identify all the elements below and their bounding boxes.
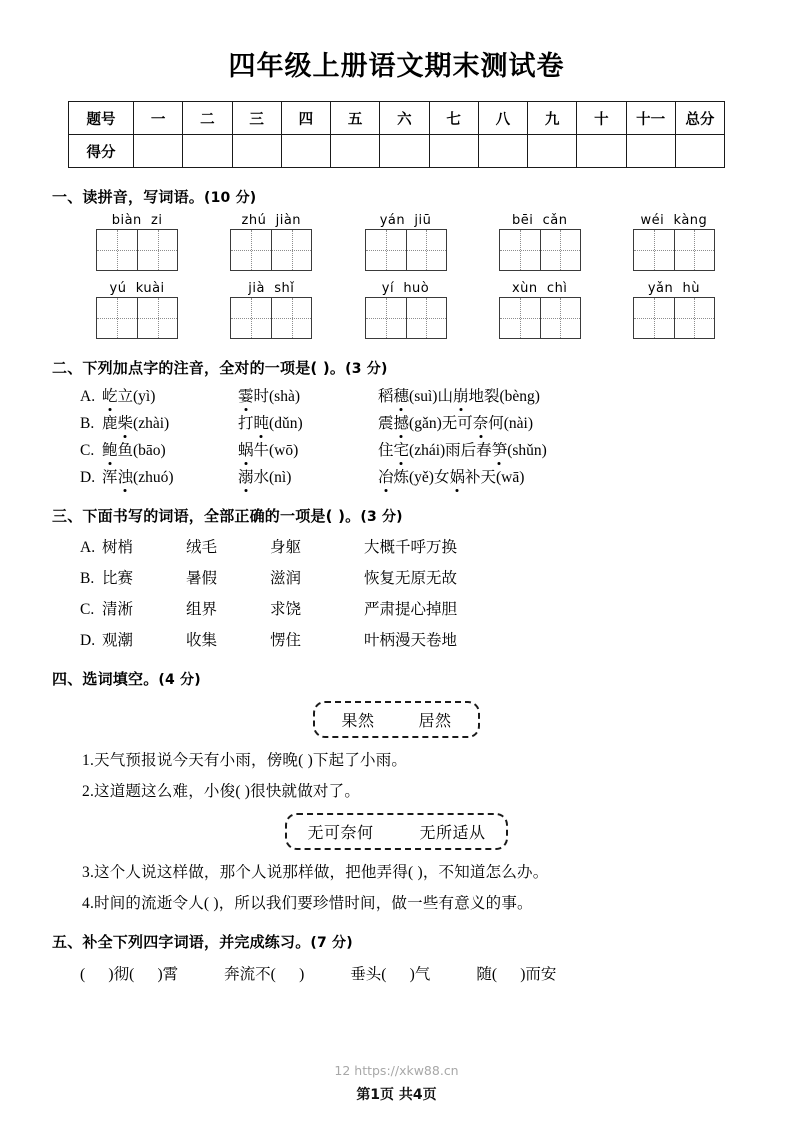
option-text-post: 牛(wō)	[253, 442, 299, 459]
word-option-row-b[interactable]	[52, 566, 741, 588]
option-text-post: (zhái)	[409, 442, 446, 459]
tianzige-cell[interactable]	[406, 230, 446, 270]
option-label-d: D.	[80, 469, 96, 486]
fill-sentence-2[interactable]: 2.这道题这么难，小俊( )很快就做对了。	[82, 783, 361, 800]
option-text-pre: 打	[238, 415, 254, 432]
page-title: 四年级上册语文期末测试卷	[228, 51, 565, 82]
tianzige-grid[interactable]	[633, 297, 715, 339]
emphasis-dot-char: 溺	[238, 465, 254, 487]
pinyin-label-7: jià shǐ	[248, 281, 295, 296]
tianzige-grid[interactable]	[499, 229, 581, 271]
pinyin-row-1	[52, 213, 741, 228]
option-label-c: C.	[80, 442, 95, 459]
word-bank-1	[313, 701, 479, 738]
tianzige-cell[interactable]	[271, 298, 311, 338]
score-col-1: 一	[134, 102, 183, 135]
option-b-item-2	[238, 411, 378, 433]
word-option-label-a: A.	[80, 539, 96, 556]
option-text-pre: 稻	[378, 388, 394, 405]
fill-sentence-4[interactable]: 4.时间的流逝令人( )，所以我们要珍惜时间，做一些有意义的事。	[82, 895, 533, 912]
score-cell-9[interactable]	[528, 135, 577, 168]
option-text-pre: 震	[378, 415, 394, 432]
option-text-post: (dǔn)	[269, 415, 303, 432]
word-bank-2	[285, 813, 507, 850]
emphasis-dot-char: 笋	[492, 438, 508, 460]
option-text-post: 地裂(bèng)	[468, 388, 540, 405]
option-row-d[interactable]	[52, 465, 741, 487]
word-d-4: 叶柄	[364, 632, 396, 649]
emphasis-dot-char: 浊	[118, 465, 134, 487]
emphasis-dot-char: 冶	[378, 465, 394, 487]
option-text-pre: 鹿	[102, 415, 118, 432]
option-a-item-2	[238, 384, 378, 406]
word-c-4: 严肃	[364, 601, 396, 618]
word-d-5: 漫天卷地	[395, 632, 458, 649]
option-a-item-4	[437, 384, 539, 406]
option-label-b: B.	[80, 415, 95, 432]
section-heading-2	[52, 357, 741, 378]
score-cell-4[interactable]	[281, 135, 330, 168]
pinyin-label-2: zhú jiàn	[241, 213, 302, 228]
section-heading-3	[52, 505, 741, 526]
option-c-item-2	[238, 438, 378, 460]
table-row-question-numbers	[69, 102, 725, 135]
tianzige-cell[interactable]	[231, 230, 271, 270]
fill-sentence-1[interactable]: 1.天气预报说今天有小雨，傍晚( )下起了小雨。	[82, 752, 408, 769]
word-a-2: 绒毛	[186, 539, 218, 556]
score-cell-total[interactable]	[675, 135, 724, 168]
idiom-item-3[interactable]: 垂头( )气	[350, 966, 431, 983]
section-5-title: 五、补全下列四字词语，并完成练习。	[52, 933, 311, 951]
word-c-1: 清淅	[102, 601, 134, 618]
emphasis-dot-char: 蜗	[238, 438, 254, 460]
tianzige-slot-7	[204, 297, 338, 339]
tianzige-cell[interactable]	[366, 298, 406, 338]
tianzige-grid[interactable]	[365, 229, 447, 271]
emphasis-dot-char: 盹	[254, 411, 270, 433]
option-text-post: 鱼(bāo)	[117, 442, 166, 459]
word-bank-1-container	[52, 701, 741, 738]
option-text-pre: 女	[433, 469, 450, 486]
word-option-row-c[interactable]	[52, 597, 741, 619]
section-1-points: (10 分)	[204, 190, 257, 206]
option-c-item-1	[102, 438, 238, 460]
word-bank-2-option-1[interactable]: 无可奈何	[307, 825, 374, 842]
score-col-10: 十	[577, 102, 626, 135]
tianzige-grid[interactable]	[230, 229, 312, 271]
word-option-label-d: D.	[80, 632, 96, 649]
score-cell-10[interactable]	[577, 135, 626, 168]
option-row-c[interactable]	[52, 438, 741, 460]
score-col-3: 三	[232, 102, 281, 135]
word-bank-1-option-2[interactable]: 居然	[418, 713, 452, 730]
score-table-container	[52, 97, 741, 168]
tianzige-grid[interactable]	[365, 297, 447, 339]
tianzige-slot-9	[473, 297, 607, 339]
tianzige-row-1	[52, 229, 741, 271]
pinyin-row-2	[52, 281, 741, 296]
option-b-item-1	[102, 411, 238, 433]
pinyin-label-6: yú kuài	[109, 281, 165, 296]
pinyin-writing-block	[52, 213, 741, 339]
tianzige-cell[interactable]	[97, 298, 137, 338]
emphasis-dot-char: 娲	[449, 465, 465, 487]
pinyin-label-8: yí huò	[381, 281, 430, 296]
tianzige-cell[interactable]	[500, 230, 540, 270]
tianzige-cell[interactable]	[634, 298, 674, 338]
idiom-item-4[interactable]: 随( )而安	[476, 966, 557, 983]
score-cell-3[interactable]	[232, 135, 281, 168]
option-text-post: 何(nài)	[488, 415, 534, 432]
table-row-scores	[69, 135, 725, 168]
tianzige-cell[interactable]	[97, 230, 137, 270]
section-4-points: (4 分)	[158, 672, 201, 688]
score-col-11: 十一	[626, 102, 675, 135]
option-text-post: (suì)	[409, 388, 438, 405]
word-d-3: 愣住	[270, 632, 302, 649]
word-option-label-c: C.	[80, 601, 95, 618]
tianzige-slot-3	[338, 229, 472, 271]
section-heading-4	[52, 668, 741, 689]
section-3-title: 三、下面书写的词语，全部正确的一项是( )。	[52, 507, 361, 525]
tianzige-cell[interactable]	[137, 298, 177, 338]
idiom-row	[52, 962, 741, 984]
score-col-9: 九	[528, 102, 577, 135]
tianzige-slot-4	[473, 229, 607, 271]
option-text-post: 水(nì)	[253, 469, 292, 486]
tianzige-cell[interactable]	[271, 230, 311, 270]
emphasis-dot-char: 崩	[453, 384, 469, 406]
score-col-7: 七	[429, 102, 478, 135]
option-row-a[interactable]	[52, 384, 741, 406]
word-c-2: 组界	[186, 601, 218, 618]
word-b-3: 滋润	[270, 570, 302, 587]
word-bank-1-option-1[interactable]: 果然	[341, 713, 375, 730]
section-2-points: (3 分)	[345, 361, 388, 377]
score-table	[68, 101, 725, 168]
tianzige-cell[interactable]	[137, 230, 177, 270]
idiom-item-2[interactable]: 奔流不( )	[224, 966, 305, 983]
option-text-pre: 雨后春	[445, 442, 492, 459]
pinyin-label-9: xùn chì	[511, 281, 568, 296]
emphasis-dot-char: 宅	[394, 438, 410, 460]
option-d-item-4	[434, 465, 524, 487]
tianzige-cell[interactable]	[406, 298, 446, 338]
score-cell-5[interactable]	[331, 135, 380, 168]
watermark-text: 12 https://xkw88.cn	[334, 1063, 459, 1078]
word-c-3: 求饶	[270, 601, 302, 618]
option-text-post: 时(shà)	[253, 388, 301, 405]
option-d-item-1	[102, 465, 238, 487]
option-text-post: (zhuó)	[133, 469, 174, 486]
option-d-item-2	[238, 465, 378, 487]
score-cell-7[interactable]	[429, 135, 478, 168]
idiom-item-1[interactable]: ( )彻( )霄	[80, 966, 179, 983]
score-col-8: 八	[478, 102, 527, 135]
tianzige-slot-8	[338, 297, 472, 339]
score-col-6: 六	[380, 102, 429, 135]
score-col-5: 五	[331, 102, 380, 135]
section-5-points: (7 分)	[310, 935, 353, 951]
word-b-4: 恢复	[364, 570, 396, 587]
option-text-post: (gǎn)	[409, 415, 442, 432]
section-heading-1	[52, 186, 741, 207]
emphasis-dot-char: 穗	[394, 384, 410, 406]
option-d-item-3	[378, 465, 434, 487]
word-c-5: 提心掉胆	[395, 601, 458, 618]
word-a-5: 千呼万换	[395, 539, 458, 556]
pinyin-label-3: yán jiū	[379, 213, 432, 228]
option-text-pre: 浑	[102, 469, 118, 486]
word-a-1: 树梢	[102, 539, 134, 556]
tianzige-cell[interactable]	[366, 230, 406, 270]
option-text-post: (shǔn)	[507, 442, 547, 459]
tianzige-slot-1	[70, 229, 204, 271]
option-row-b[interactable]	[52, 411, 741, 433]
score-col-2: 二	[183, 102, 232, 135]
option-a-item-3	[378, 384, 437, 406]
tianzige-row-2	[52, 297, 741, 339]
emphasis-dot-char: 撼	[394, 411, 410, 433]
emphasis-dot-char: 柴	[118, 411, 134, 433]
row-header-question-number: 题号	[69, 102, 134, 135]
option-c-item-3	[378, 438, 445, 460]
tianzige-slot-5	[607, 229, 741, 271]
option-a-item-1	[102, 384, 238, 406]
tianzige-cell[interactable]	[674, 230, 714, 270]
pinyin-label-5: wéi kàng	[640, 213, 708, 228]
option-text-post: 炼(yě)	[393, 469, 434, 486]
score-cell-6[interactable]	[380, 135, 429, 168]
tianzige-slot-2	[204, 229, 338, 271]
option-text-pre: 山	[437, 388, 453, 405]
option-c-item-4	[445, 438, 547, 460]
option-text-pre: 无可	[441, 415, 473, 432]
section-2-title: 二、下列加点字的注音，全对的一项是( )。	[52, 359, 346, 377]
option-text-post: 立(yì)	[117, 388, 156, 405]
word-b-5: 无原无故	[395, 570, 458, 587]
emphasis-dot-char: 屹	[102, 384, 118, 406]
tianzige-cell[interactable]	[500, 298, 540, 338]
emphasis-dot-char: 霎	[238, 384, 254, 406]
pinyin-label-1: biàn zi	[111, 213, 163, 228]
score-col-4: 四	[281, 102, 330, 135]
option-text-pre: 住	[378, 442, 394, 459]
emphasis-dot-char: 奈	[473, 411, 489, 433]
row-header-score: 得分	[69, 135, 134, 168]
page-footer	[0, 1063, 793, 1104]
option-text-post: 补天(wā)	[465, 469, 525, 486]
section-3-points: (3 分)	[360, 509, 403, 525]
section-1-title: 一、读拼音，写词语。	[52, 188, 205, 206]
tianzige-grid[interactable]	[230, 297, 312, 339]
tianzige-grid[interactable]	[499, 297, 581, 339]
word-a-3: 身躯	[270, 539, 302, 556]
tianzige-cell[interactable]	[674, 298, 714, 338]
tianzige-slot-6	[70, 297, 204, 339]
tianzige-cell[interactable]	[231, 298, 271, 338]
score-cell-8[interactable]	[478, 135, 527, 168]
tianzige-cell[interactable]	[540, 230, 580, 270]
word-bank-2-option-2[interactable]: 无所适从	[419, 825, 486, 842]
word-option-row-a[interactable]	[52, 535, 741, 557]
word-option-label-b: B.	[80, 570, 95, 587]
option-text-post: (zhài)	[133, 415, 170, 432]
score-cell-11[interactable]	[626, 135, 675, 168]
emphasis-dot-char: 鲍	[102, 438, 118, 460]
pinyin-label-10: yǎn hù	[647, 281, 700, 296]
page-number: 第1页 共4页	[356, 1087, 437, 1103]
word-d-1: 观潮	[102, 632, 134, 649]
tianzige-grid[interactable]	[96, 297, 178, 339]
tianzige-grid[interactable]	[633, 229, 715, 271]
section-heading-5	[52, 931, 741, 952]
word-b-1: 比赛	[102, 570, 134, 587]
score-cell-1[interactable]	[134, 135, 183, 168]
word-option-row-d[interactable]	[52, 628, 741, 650]
fill-sentence-3[interactable]: 3.这个人说这样做，那个人说那样做，把他弄得( )，不知道怎么办。	[82, 864, 549, 881]
option-label-a: A.	[80, 388, 96, 405]
word-bank-2-container	[52, 813, 741, 850]
tianzige-cell[interactable]	[540, 298, 580, 338]
section-4-title: 四、选词填空。	[52, 670, 159, 688]
word-d-2: 收集	[186, 632, 218, 649]
tianzige-cell[interactable]	[634, 230, 674, 270]
tianzige-grid[interactable]	[96, 229, 178, 271]
pinyin-label-4: bēi cǎn	[511, 213, 568, 228]
word-a-4: 大概	[364, 539, 396, 556]
score-cell-2[interactable]	[183, 135, 232, 168]
option-b-item-4	[442, 411, 533, 433]
option-b-item-3	[378, 411, 442, 433]
score-col-total: 总分	[675, 102, 724, 135]
tianzige-slot-10	[607, 297, 741, 339]
word-b-2: 暑假	[186, 570, 218, 587]
